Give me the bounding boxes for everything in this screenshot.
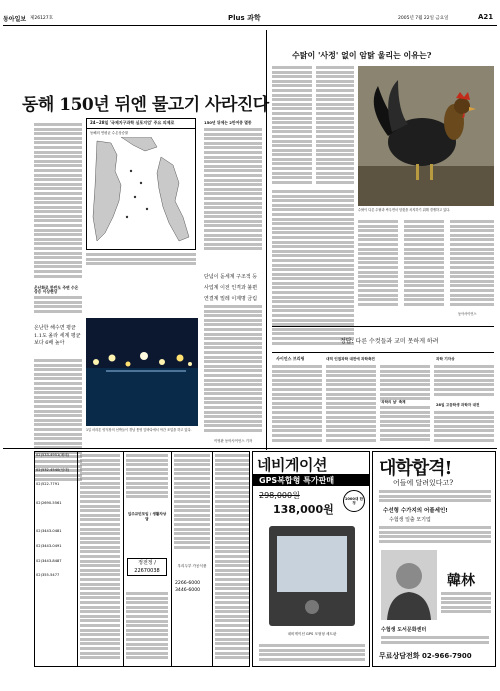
- briefing-text: [272, 365, 322, 445]
- map-point: [140, 182, 142, 184]
- issue-number: 제26127호: [30, 16, 54, 21]
- science-day-heading: '과학의 날' 축제: [380, 400, 406, 404]
- festival-heading: 대덕 인접과학 대전에 과학축전: [326, 357, 375, 361]
- east-sea-map: [91, 137, 193, 245]
- classified-col-rule: [171, 452, 172, 667]
- phone-listing: 02)533-4951(매매): [36, 453, 70, 457]
- sea: [86, 368, 198, 426]
- classifieds-grid: [34, 451, 250, 667]
- lead-text-col-3: [204, 305, 262, 435]
- classified-food-label: 우리두부 가공식품: [177, 564, 207, 568]
- festival-text: [326, 365, 376, 445]
- univ-ad-title: 대학합격!: [379, 458, 452, 479]
- lead-subhead-1: 온난화로 한반도 주변 수온 상승 이상현상: [34, 285, 79, 295]
- lead-headline: 동해 150년 뒤엔 물고기 사라진다: [22, 95, 269, 115]
- classified-col-3: [126, 454, 168, 504]
- univ-ad-subtitle: 어들에 달려있다고?: [393, 479, 454, 487]
- univ-ad-footer: 무료상담전화 02-966-7900: [379, 652, 472, 660]
- lead-text-col-2: [204, 128, 262, 256]
- night-sea-scene: [86, 318, 198, 426]
- gps-device-screen: [277, 536, 347, 592]
- night-photo-caption: 1일 마라톤 양식장의 선박들이 경남 통영 앞바다에서 야간 조업을 하고 있다.: [86, 428, 192, 432]
- classified-col-5: [215, 454, 249, 664]
- lead-text-col-1: [34, 123, 82, 283]
- chicken-text-col-1: [272, 66, 312, 186]
- univ-ad-portrait: [381, 550, 437, 620]
- ad-divider: [3, 448, 497, 449]
- map-caption-text: [86, 253, 196, 269]
- issue-date: 2005년 7월 22일 금요일: [398, 16, 449, 21]
- rooster-illustration: [358, 66, 494, 206]
- rooster-head: [454, 98, 470, 114]
- univ-ad-name: 韓林: [447, 573, 475, 589]
- classified-phone-1: 2266-6000: [175, 581, 201, 586]
- univ-ad-text-3: [441, 592, 491, 620]
- journalism-prize-text: [434, 365, 494, 401]
- classified-col-rule: [123, 452, 124, 667]
- briefing-heading: 사이언스 브리핑: [276, 356, 305, 361]
- night-sea-photo: [86, 318, 198, 426]
- classified-center-head: 입주교민모임 / 생활자상담: [127, 512, 167, 521]
- phone-listing: 02)2690-5561: [36, 500, 62, 505]
- chicken-text-col-5: [404, 220, 444, 310]
- light: [188, 362, 192, 366]
- answer-rule-bottom: [272, 352, 494, 353]
- section-name: Plus 과학: [228, 14, 261, 22]
- univ-ad-line2: 수험생 일출 모기업: [389, 517, 431, 523]
- phone-listing: 02)522-7791: [36, 482, 60, 487]
- lead-side-subhead-3: 연결계 밀레 이계명 금림: [204, 296, 258, 302]
- rooster-leg: [430, 164, 433, 180]
- lead-byline: 이영완 동아사이언스 기자: [214, 439, 253, 443]
- gps-ad-old-price: 298,000원: [259, 491, 300, 500]
- paper-name: 동아일보: [3, 16, 27, 23]
- univ-ad-text-4: [381, 636, 489, 646]
- lead-text-col-1b: [34, 296, 82, 316]
- univ-ad-text: [379, 490, 491, 504]
- univ-ad-line1: 수선형 수가지의 어플세인!: [383, 508, 448, 514]
- column-divider: [266, 30, 267, 450]
- student-science-text: [434, 411, 494, 445]
- answer-rule: [272, 326, 494, 327]
- map-point: [134, 196, 136, 198]
- light-reflection: [106, 370, 186, 372]
- classified-col-rule: [77, 452, 78, 667]
- classified-col-1: [36, 453, 76, 578]
- page-number: A21: [478, 13, 494, 21]
- light: [93, 359, 99, 365]
- univ-ad-text-2: [379, 526, 491, 546]
- masthead-rule: [3, 25, 497, 26]
- chicken-text-col-2: [316, 66, 354, 186]
- portrait-head: [396, 563, 422, 589]
- gps-ad-badge: 1000대 한정: [343, 490, 365, 512]
- map-point: [126, 216, 128, 218]
- journalism-prize-heading: 과학 기자상: [436, 357, 455, 361]
- phone-listing: 02)355-5477: [36, 573, 60, 578]
- phone-listing: 02)532-4540(임대): [36, 467, 70, 472]
- lead-side-subhead-1: 단념이 돋세계 구조적 등: [204, 274, 258, 280]
- light: [177, 355, 184, 362]
- map-label: 동해의 연평균 수온상승률: [90, 131, 129, 135]
- person-portrait: [381, 550, 437, 620]
- light: [159, 359, 165, 365]
- gps-device-image: [269, 526, 355, 626]
- chicken-text-col-6: [450, 220, 494, 310]
- map-point: [146, 208, 148, 210]
- classified-phone-2: 3446-6000: [175, 588, 201, 593]
- lead-side-subhead-2: 사업계 이전 인격과 불편: [204, 285, 258, 291]
- chicken-photo: [358, 66, 494, 206]
- rooster-leg: [416, 164, 419, 180]
- classified-center-box: 정전정 / 22670038: [127, 558, 167, 576]
- light: [126, 362, 131, 367]
- gps-ad-footer-text: [259, 644, 365, 664]
- science-day-text-2: [380, 406, 430, 444]
- map-title-rule: [87, 128, 196, 129]
- chicken-headline: 수탉이 '사정' 없이 암탉 울리는 이유는?: [292, 50, 432, 60]
- classified-col-3b: [126, 592, 168, 664]
- map-box: [86, 118, 196, 250]
- university-ad: [372, 451, 496, 667]
- chicken-photo-caption: 수탉이 다른 수탉과 싸우면서 암컷을 차지하기 위해 경쟁하고 있다.: [358, 208, 451, 212]
- classified-col-4: [174, 454, 210, 554]
- chicken-answer: 정답: 다른 수컷들과 교미 못하게 하려: [340, 338, 439, 345]
- masthead: [0, 14, 500, 24]
- classified-col-2: [80, 454, 120, 664]
- gps-ad-title: 네비게이션: [257, 456, 327, 474]
- gps-ad: [252, 451, 370, 667]
- phone-listing: 02)3443-0481: [36, 529, 62, 534]
- gps-ad-new-price: 138,000원: [273, 503, 334, 516]
- student-science-heading: 28일 고등학생 과학자 대전: [436, 403, 480, 407]
- map-box-title: 24~28일 '국제지구과학 심포지엄' 주요 의제로: [90, 120, 175, 125]
- phone-listing: 02)3443-0491: [36, 543, 62, 548]
- classified-col-rule: [212, 452, 213, 667]
- chicken-byline: 동아사이언스: [458, 312, 477, 316]
- gps-device-button: [305, 600, 319, 614]
- map-point: [130, 170, 132, 172]
- chicken-text-col-4: [358, 220, 398, 310]
- ground: [358, 166, 494, 206]
- univ-ad-center: 수험생 도서문화센터: [381, 627, 427, 633]
- phone-listing: 02)3443-8487: [36, 558, 62, 563]
- lead-subhead-2: 온난한 해수면 평균 1.1도 올라 세계 평균보다 6배 높아: [34, 325, 81, 346]
- lead-column-subhead: 150년 뒤에는 2만여종 멸종: [204, 120, 252, 125]
- light: [140, 352, 148, 360]
- light: [109, 355, 116, 362]
- gps-ad-subtitle: GPS복합형 특가판매: [259, 476, 335, 485]
- gps-ad-caption: 네비게이션 GPS 모형형 세트판: [287, 632, 337, 636]
